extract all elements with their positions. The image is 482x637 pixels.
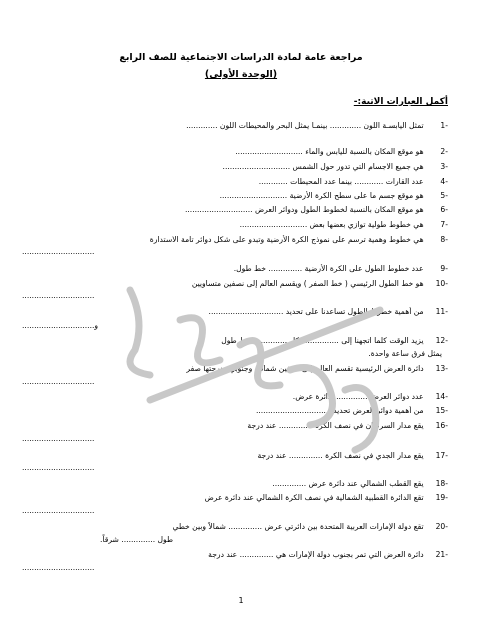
list-item: -13 دائرة العرض الرئيسية تقسم العالم إلى نصفين شمالي وجنوبي ودرجتها صفر bbox=[186, 364, 448, 373]
item-17-continuation: .............................. bbox=[22, 463, 95, 472]
list-item: -18 يقع القطب الشمالي عند دائرة عرض .............. bbox=[272, 479, 448, 488]
page-number: 1 bbox=[238, 596, 244, 605]
item-8-continuation: .............................. bbox=[22, 247, 95, 256]
item-20-continuation: طول .............. شرقاً. bbox=[100, 535, 174, 544]
list-item: -3 هي جميع الاجسام التي تدور حول الشمس ............................ bbox=[222, 162, 448, 171]
list-item: -12 يزيد الوقت كلما اتجهنا إلى .............. وكل .............. خط طول bbox=[221, 336, 448, 345]
list-item: -16 يقع مدار السرطان في نصف الكرة .............. عند درجة bbox=[247, 421, 448, 430]
item-13-continuation: .............................. bbox=[22, 377, 95, 386]
list-item: -14 عدد دوائر العرض .............. دائرة عرض. bbox=[292, 392, 448, 401]
list-item: -7 هي خطوط طولية توازي بعضها بعض ............................ bbox=[239, 220, 448, 229]
list-item: -6 هو موقع المكان بالنسبة لخطوط الطول ودوائر العرض ............................ bbox=[184, 205, 448, 214]
list-item: -2 هو موقع المكان بالنسبة لليابس والماء ............................ bbox=[235, 147, 448, 156]
list-item: -5 هو موقع جسم ما على سطح الكرة الأرضية ............................ bbox=[219, 191, 448, 200]
instruction-heading: أكمل العبارات الاتية:- bbox=[353, 97, 448, 107]
item-19-continuation: .............................. bbox=[22, 506, 95, 515]
list-item: -20 تقع دولة الإمارات العربية المتحدة بين دائرتي عرض .............. شمالاً وبين خطي bbox=[172, 522, 448, 531]
list-item: -1 تمثل اليابسـة اللون ............. بينمـا يمثل البحر والمحيطات اللون ............. bbox=[186, 121, 448, 130]
item-10-continuation: .............................. bbox=[22, 291, 95, 300]
unit-subtitle: (الوحدة الأولى) bbox=[204, 69, 278, 80]
list-item: -15 من أهمية دوائر العرض تحديد ............................... bbox=[255, 406, 448, 415]
list-item: -11 من أهمية خطوط الطول تساعدنا على تحديد ............................... bbox=[208, 307, 448, 316]
item-12-continuation: يمثل فرق ساعة واحدة. bbox=[368, 349, 442, 358]
list-item: -9 عدد خطوط الطول على الكرة الأرضية .............. خط طول. bbox=[233, 264, 448, 273]
item-16-continuation: .............................. bbox=[22, 434, 95, 443]
list-item: -8 هي خطوط وهمية ترسم على نموذج الكرة الأرضية وتبدو على شكل دوائر تامة الاستدارة bbox=[149, 235, 448, 244]
list-item: -19 تقع الدائرة القطبية الشمالية في نصف الكرة الشمالي عند دائرة عرض bbox=[204, 493, 448, 502]
list-item: -4 عدد القارات ............ بينما عدد المحيطات ............ bbox=[258, 177, 448, 186]
item-21-continuation: .............................. bbox=[22, 563, 95, 572]
item-11-continuation: و.............................. bbox=[22, 321, 99, 330]
list-item: -17 يقع مدار الجدي في نصف الكرة .............. عند درجة bbox=[257, 451, 448, 460]
list-item: -10 هو خط الطول الرئيسي ( خط الصفر ) ويقسم العالم إلى نصفين متساويين bbox=[191, 279, 448, 288]
list-item: -21 دائرة العرض التي تمر بجنوب دولة الإمارات هي .............. عند درجة bbox=[208, 550, 448, 559]
page-title: مراجعة عامة لمادة الدراسات الاجتماعية للصف الرابع bbox=[119, 52, 363, 63]
